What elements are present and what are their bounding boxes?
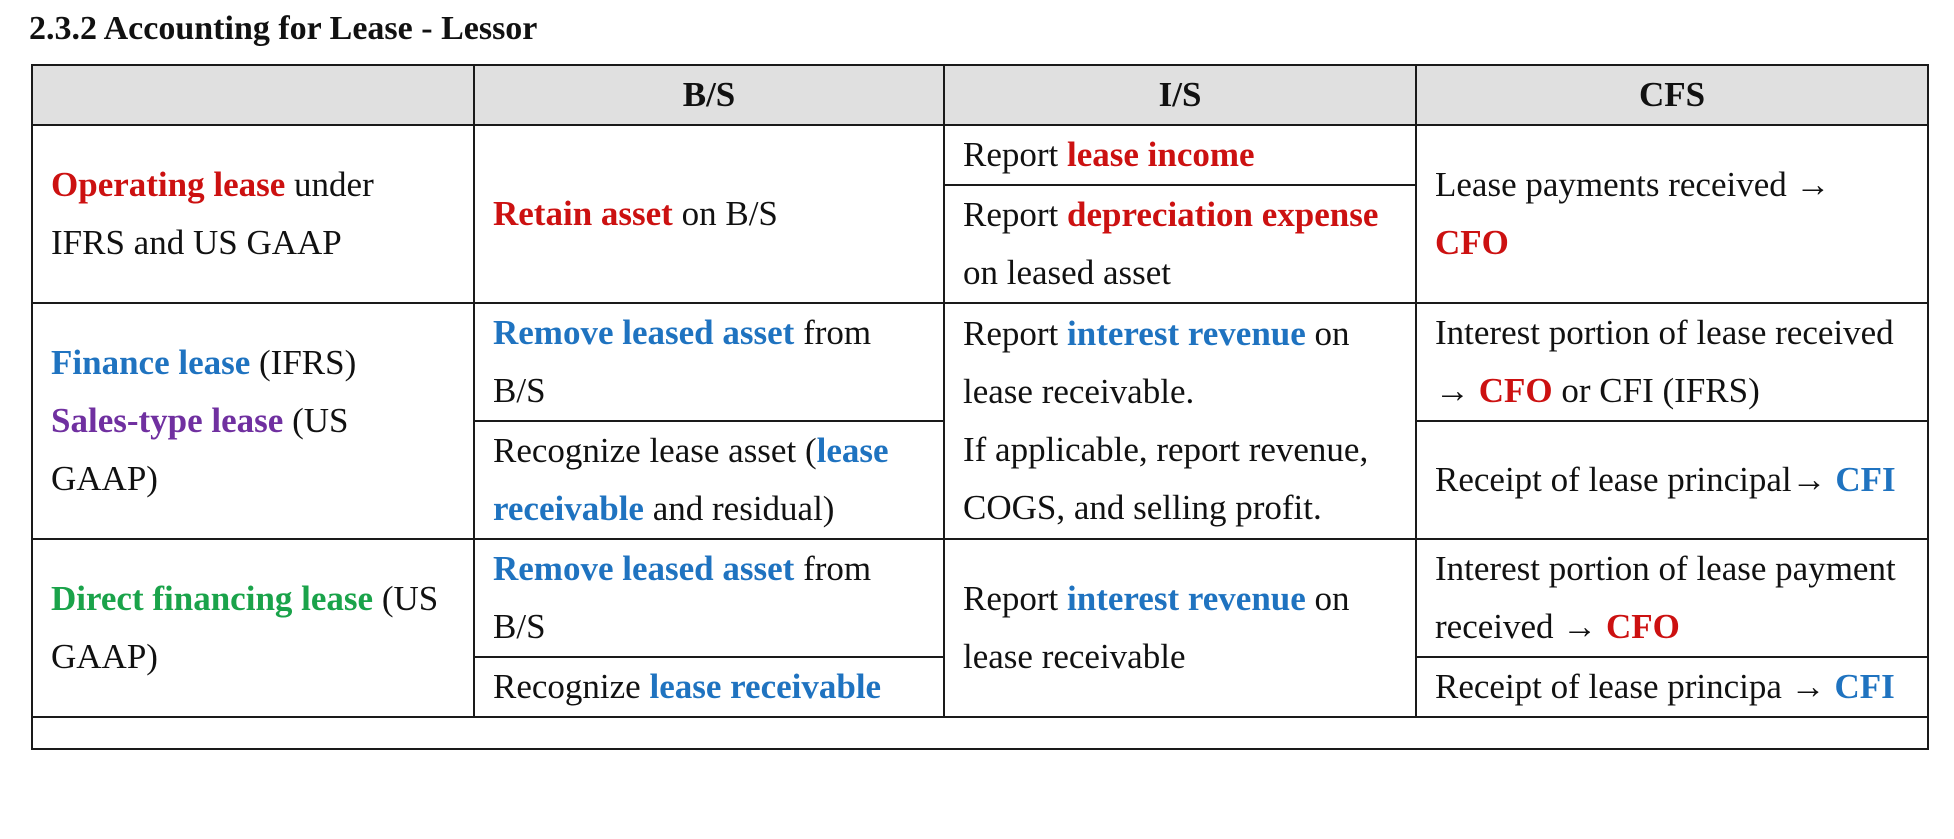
direct-is-rest: on lease receivable [963,579,1350,676]
finance-is-strong: interest revenue [1067,314,1306,353]
finance-cfs1-rest: or CFI (IFRS) [1552,371,1760,410]
direct-bs1-strong: Remove leased asset [493,549,795,588]
finance-is-pre: Report [963,314,1068,353]
operating-is2-rest: on leased asset [963,253,1171,292]
operating-is-cell-1 [944,125,1416,185]
operating-type-strong: Operating lease [51,165,286,204]
direct-row-1 [32,539,1928,657]
operating-bs-strong: Retain asset [493,194,673,233]
finance-is-rest: on lease receivable. [963,314,1350,411]
direct-is-pre: Report [963,579,1068,618]
finance-bs-cell-2 [474,421,944,539]
finance-cfs1-pre: Interest portion of lease received → [1435,313,1894,410]
finance-bs-cell-1 [474,303,944,421]
direct-type-strong: Direct financing lease [51,579,374,618]
operating-cfs-pre: Lease payments received → [1435,165,1831,204]
finance-cfs-cell-1 [1416,303,1928,421]
direct-cfs-cell-2 [1416,657,1928,717]
operating-bs-rest: on B/S [672,194,778,233]
finance-bs2-rest: and residual) [643,489,835,528]
header-blank [32,65,474,125]
finance-type1-strong: Finance lease [51,343,251,382]
finance-type2-rest: (US GAAP) [51,401,349,498]
finance-row-1 [32,303,1928,421]
header-cfs: CFS [1416,65,1928,125]
continuation-cell [32,717,1928,749]
direct-is-strong: interest revenue [1067,579,1306,618]
finance-is-cell [944,303,1416,539]
header-row [32,65,1928,125]
operating-is2-pre: Report [963,195,1068,234]
finance-cfs1-strong: CFO [1478,371,1553,410]
direct-cfs1-pre: Interest portion of lease payment received → [1435,549,1896,646]
finance-bs1-strong: Remove leased asset [493,313,795,352]
operating-is1-pre: Report [963,135,1068,174]
finance-type2-strong: Sales-type lease [51,401,284,440]
direct-type-cell [32,539,474,717]
direct-cfs2-pre: Receipt of lease principa → [1435,667,1835,706]
finance-cfs-cell-2 [1416,421,1928,539]
operating-bs-cell [474,125,944,303]
finance-type-cell [32,303,474,539]
direct-bs-cell-1 [474,539,944,657]
finance-bs1-rest: from B/S [493,313,872,410]
header-bs: B/S [474,65,944,125]
operating-is-cell-2 [944,185,1416,303]
section-title: 2.3.2 Accounting for Lease - Lessor [29,10,538,47]
direct-cfs2-strong: CFI [1834,667,1895,706]
operating-is2-strong: depreciation expense [1067,195,1379,234]
finance-bs2-strong: lease receivable [493,431,889,528]
operating-row-1 [32,125,1928,185]
finance-type1-rest: (IFRS) [250,343,357,382]
operating-cfs-cell [1416,125,1928,303]
continuation-row [32,717,1928,749]
finance-cfs2-strong: CFI [1835,460,1896,499]
direct-cfs-cell-1 [1416,539,1928,657]
operating-type-rest: under IFRS and US GAAP [51,165,374,262]
direct-bs1-rest: from B/S [493,549,872,646]
finance-bs2-pre: Recognize lease asset ( [493,431,817,470]
direct-type-rest: (US GAAP) [51,579,439,676]
operating-cfs-strong: CFO [1435,223,1509,262]
header-is: I/S [944,65,1416,125]
operating-is1-strong: lease income [1067,135,1255,174]
lessor-lease-table [31,64,1929,750]
direct-bs2-strong: lease receivable [649,667,882,706]
direct-bs2-pre: Recognize [493,667,650,706]
finance-is-line2: If applicable, report revenue, COGS, and selling profit. [963,430,1369,527]
operating-type-cell [32,125,474,303]
finance-cfs2-pre: Receipt of lease principal→ [1435,460,1836,499]
direct-cfs1-strong: CFO [1606,607,1680,646]
direct-is-cell [944,539,1416,717]
direct-bs-cell-2 [474,657,944,717]
